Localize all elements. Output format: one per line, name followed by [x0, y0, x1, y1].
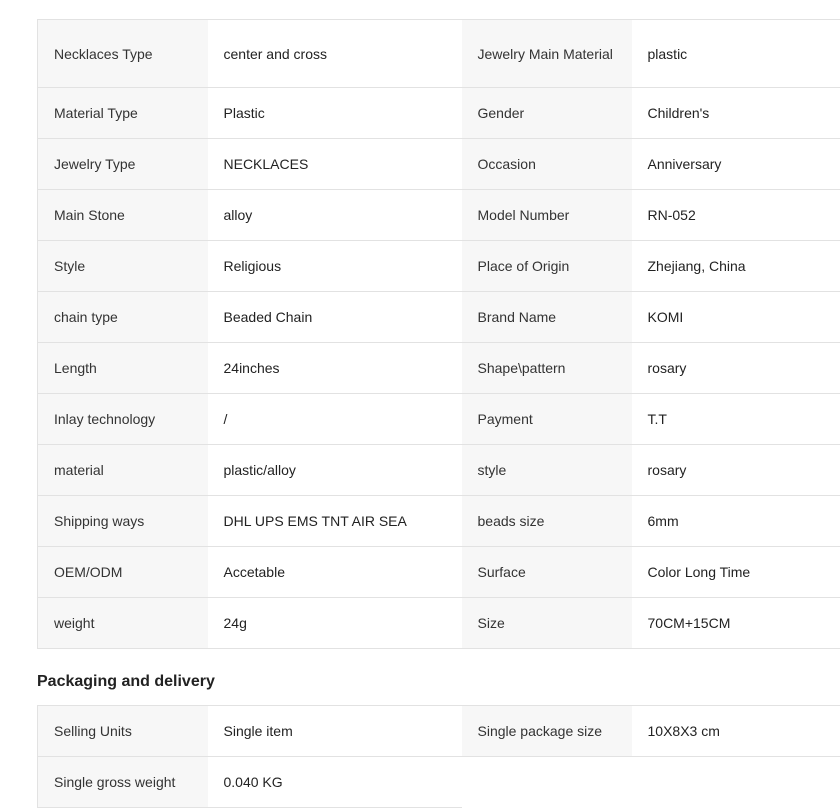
- attribute-value: Color Long Time: [632, 547, 840, 598]
- attribute-key: Jewelry Main Material: [462, 20, 632, 88]
- table-row: [38, 706, 840, 757]
- attribute-value: NECKLACES: [208, 139, 462, 190]
- attribute-value: /: [208, 394, 462, 445]
- attribute-key: Shipping ways: [38, 496, 208, 547]
- attribute-value: rosary: [632, 445, 840, 496]
- packaging-value: Single item: [208, 706, 462, 757]
- packaging-value: 10X8X3 cm: [632, 706, 840, 757]
- attribute-value: RN-052: [632, 190, 840, 241]
- empty-cell: [632, 757, 840, 808]
- attribute-value: Plastic: [208, 88, 462, 139]
- attribute-key: Payment: [462, 394, 632, 445]
- table-row: [38, 139, 840, 190]
- table-row: [38, 20, 840, 88]
- attribute-value: DHL UPS EMS TNT AIR SEA: [208, 496, 462, 547]
- attribute-key: Material Type: [38, 88, 208, 139]
- attribute-value: center and cross: [208, 20, 462, 88]
- table-row: [38, 343, 840, 394]
- attribute-value: rosary: [632, 343, 840, 394]
- attribute-key: beads size: [462, 496, 632, 547]
- packaging-value: 0.040 KG: [208, 757, 462, 808]
- table-row: [38, 757, 840, 808]
- attribute-key: chain type: [38, 292, 208, 343]
- attribute-value: 6mm: [632, 496, 840, 547]
- attribute-key: Length: [38, 343, 208, 394]
- table-row: [38, 88, 840, 139]
- attribute-value: 70CM+15CM: [632, 598, 840, 649]
- attribute-value: Religious: [208, 241, 462, 292]
- attribute-key: Inlay technology: [38, 394, 208, 445]
- packaging-table: [37, 705, 840, 808]
- attribute-value: Children's: [632, 88, 840, 139]
- attribute-key: Style: [38, 241, 208, 292]
- attribute-value: 24g: [208, 598, 462, 649]
- attribute-value: plastic: [632, 20, 840, 88]
- attribute-value: Beaded Chain: [208, 292, 462, 343]
- attribute-value: Zhejiang, China: [632, 241, 840, 292]
- packaging-key: Single gross weight: [38, 757, 208, 808]
- attribute-key: Jewelry Type: [38, 139, 208, 190]
- attribute-value: 24inches: [208, 343, 462, 394]
- attribute-key: Size: [462, 598, 632, 649]
- table-row: [38, 190, 840, 241]
- attribute-key: material: [38, 445, 208, 496]
- attribute-key: Necklaces Type: [38, 20, 208, 88]
- packaging-section-title: Packaging and delivery: [37, 671, 215, 693]
- attribute-value: Accetable: [208, 547, 462, 598]
- table-row: [38, 598, 840, 649]
- product-attributes-table: [37, 19, 840, 649]
- attribute-key: Model Number: [462, 190, 632, 241]
- empty-cell: [462, 757, 632, 808]
- table-row: [38, 547, 840, 598]
- attribute-value: Anniversary: [632, 139, 840, 190]
- attribute-key: Occasion: [462, 139, 632, 190]
- packaging-key: Single package size: [462, 706, 632, 757]
- table-row: [38, 394, 840, 445]
- attribute-value: plastic/alloy: [208, 445, 462, 496]
- attribute-key: Shape\pattern: [462, 343, 632, 394]
- attribute-key: Main Stone: [38, 190, 208, 241]
- table-row: [38, 496, 840, 547]
- attribute-key: Gender: [462, 88, 632, 139]
- attribute-key: style: [462, 445, 632, 496]
- attribute-key: OEM/ODM: [38, 547, 208, 598]
- attribute-key: weight: [38, 598, 208, 649]
- attribute-key: Surface: [462, 547, 632, 598]
- table-row: [38, 445, 840, 496]
- attribute-key: Place of Origin: [462, 241, 632, 292]
- attribute-value: T.T: [632, 394, 840, 445]
- packaging-key: Selling Units: [38, 706, 208, 757]
- attribute-value: KOMI: [632, 292, 840, 343]
- table-row: [38, 292, 840, 343]
- attribute-key: Brand Name: [462, 292, 632, 343]
- attribute-value: alloy: [208, 190, 462, 241]
- table-row: [38, 241, 840, 292]
